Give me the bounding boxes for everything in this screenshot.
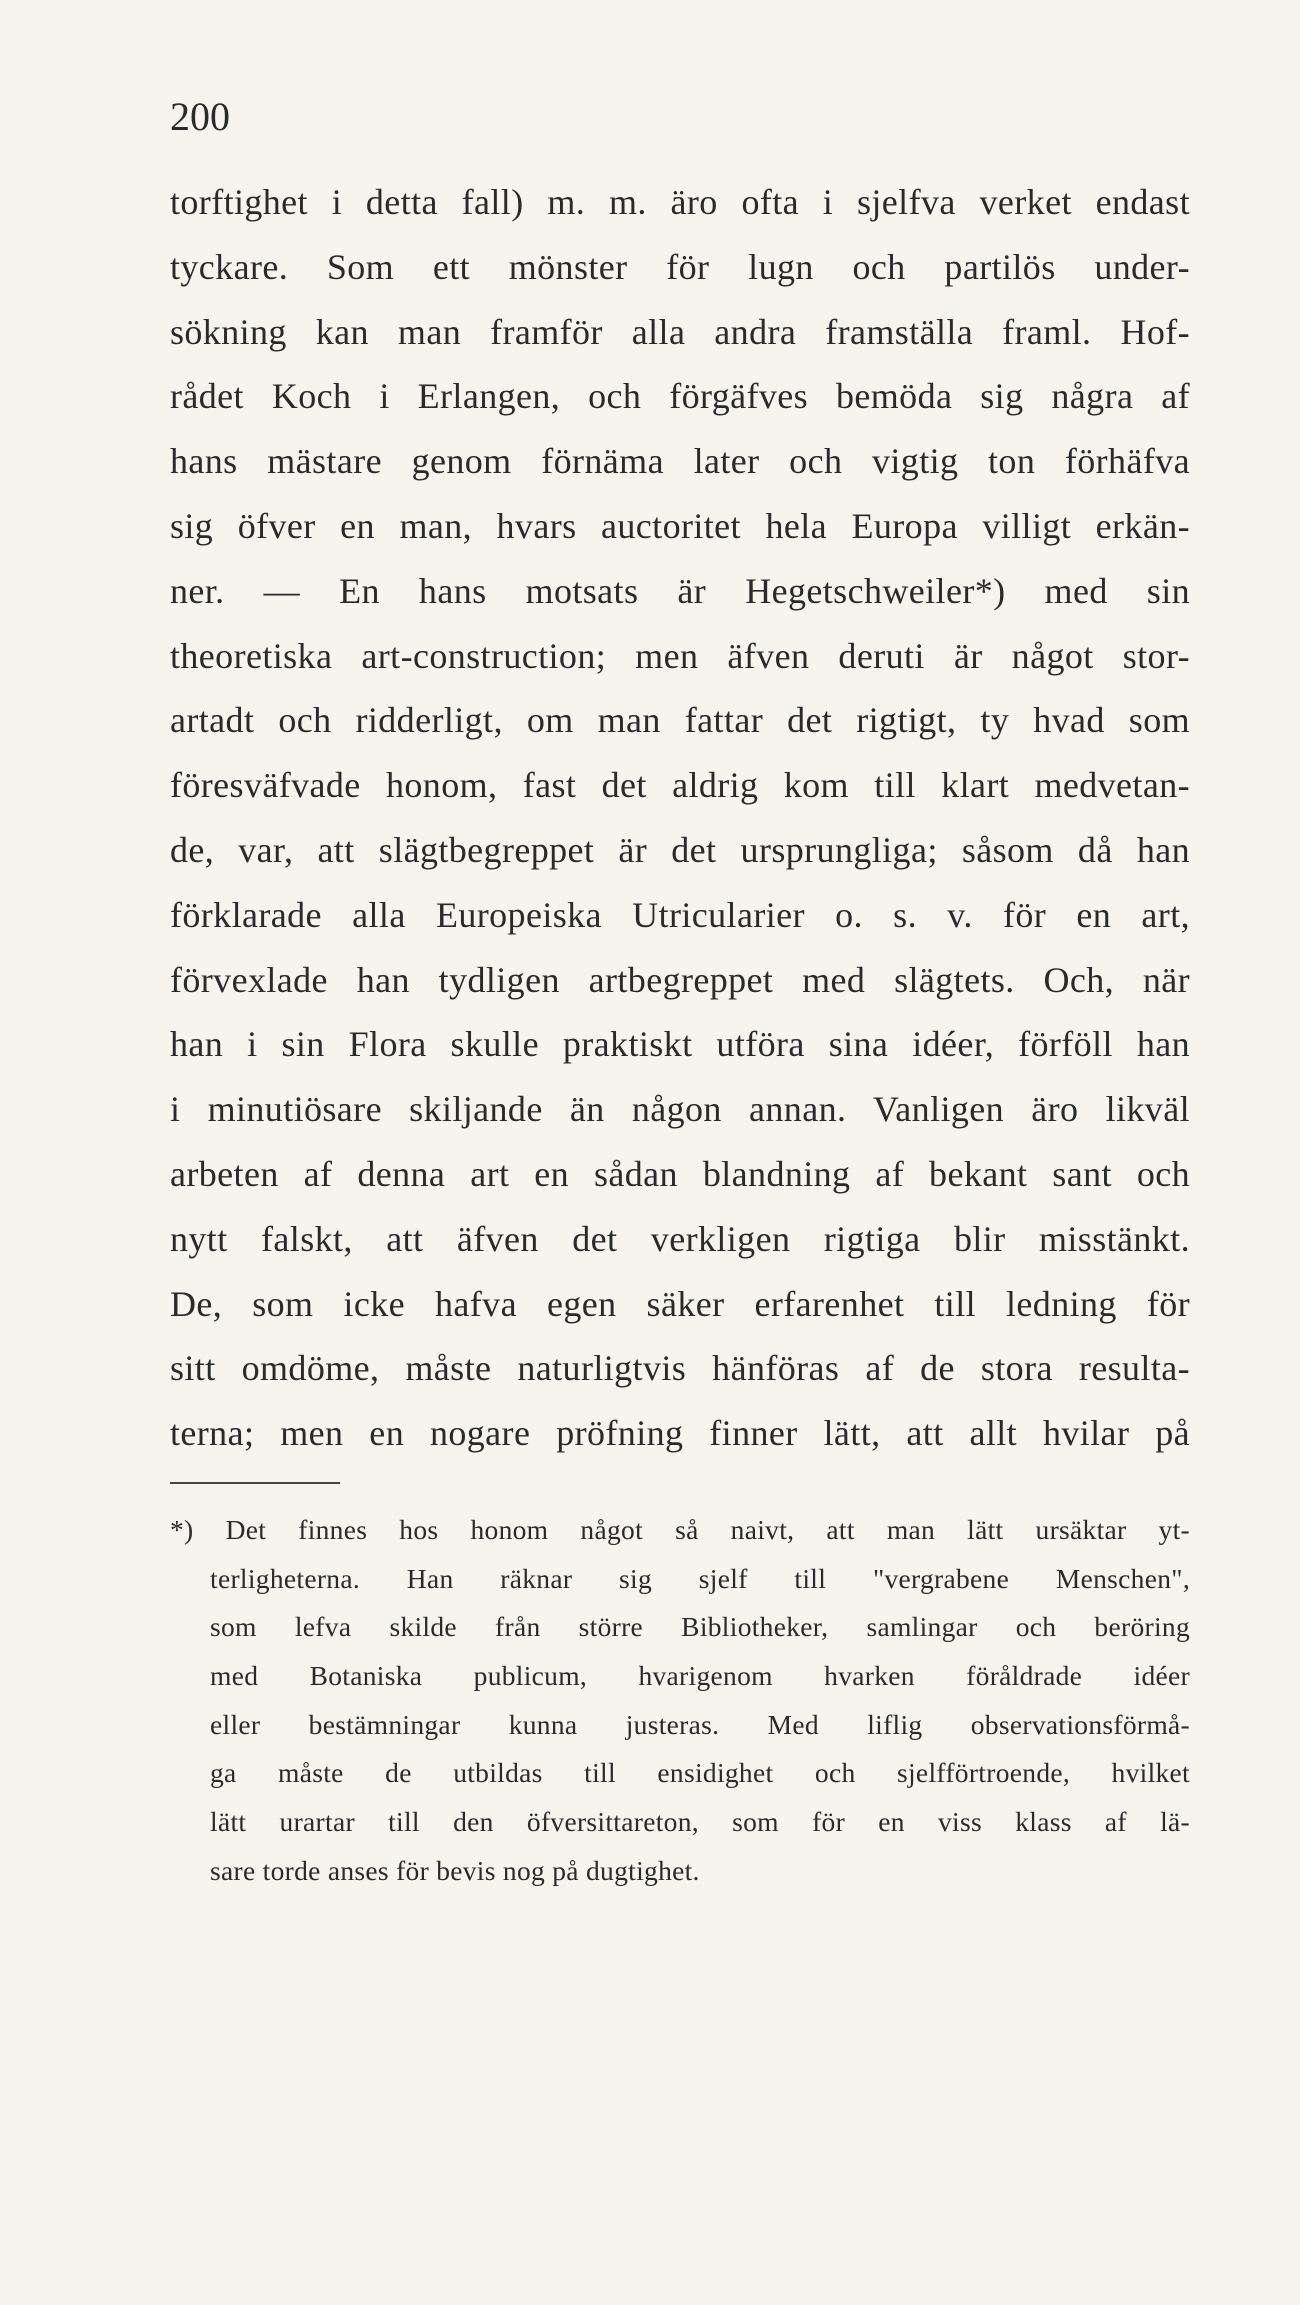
- body-text: [170, 170, 1190, 1466]
- footnote-line: med Botaniska publicum, hvarigenom hvarken föråldrade idéer: [210, 1660, 1190, 1692]
- body-line: rådet Koch i Erlangen, och förgäfves bemöda sig några af: [170, 376, 1190, 417]
- footnote-line: lätt urartar till den öfversittareton, som för en viss klass af lä-: [210, 1806, 1190, 1838]
- body-line: de, var, att slägtbegreppet är det ursprungliga; såsom då han: [170, 829, 1190, 870]
- body-line: terna; men en nogare pröfning finner lätt, att allt hvilar på: [170, 1413, 1190, 1454]
- body-line: sitt omdöme, måste naturligtvis hänföras af de stora resulta-: [170, 1348, 1190, 1389]
- body-line: hans mästare genom förnäma later och vigtig ton förhäfva: [170, 441, 1190, 482]
- body-line: theoretiska art-construction; men äfven deruti är något stor-: [170, 635, 1190, 676]
- footnote-line: *) Det finnes hos honom något så naivt, att man lätt ursäktar yt-: [170, 1514, 1190, 1545]
- body-line: föresväfvade honom, fast det aldrig kom till klart medvetan-: [170, 765, 1190, 806]
- footnote: [170, 1506, 1190, 1896]
- body-line: sökning kan man framför alla andra framställa framl. Hof-: [170, 311, 1190, 352]
- body-line: arbeten af denna art en sådan blandning af bekant sant och: [170, 1153, 1190, 1194]
- footnote-line: som lefva skilde från större Bibliotheker, samlingar och beröring: [210, 1611, 1190, 1643]
- body-line: De, som icke hafva egen säker erfarenhet till ledning för: [170, 1283, 1190, 1324]
- footnote-divider: [170, 1482, 340, 1484]
- body-line: sig öfver en man, hvars auctoritet hela Europa villigt erkän-: [170, 505, 1190, 546]
- body-line: i minutiösare skiljande än någon annan. Vanligen äro likväl: [170, 1089, 1190, 1130]
- page-number: 200: [170, 94, 230, 139]
- body-line: tyckare. Som ett mönster för lugn och partilös under-: [170, 246, 1190, 287]
- footnote-line: eller bestämningar kunna justeras. Med liflig observationsförmå-: [210, 1708, 1190, 1740]
- footnote-line: sare torde anses för bevis nog på dugtighet.: [210, 1854, 700, 1886]
- body-line: ner. — En hans motsats är Hegetschweiler*) med sin: [170, 570, 1190, 611]
- body-line: artadt och ridderligt, om man fattar det rigtigt, ty hvad som: [170, 700, 1190, 741]
- body-line: torftighet i detta fall) m. m. äro ofta i sjelfva verket endast: [170, 182, 1190, 222]
- body-line: förvexlade han tydligen artbegreppet med slägtets. Och, när: [170, 959, 1190, 1000]
- footnote-line: terligheterna. Han räknar sig sjelf till "vergrabene Menschen",: [210, 1562, 1190, 1594]
- body-line: nytt falskt, att äfven det verkligen rigtiga blir misstänkt.: [170, 1218, 1190, 1259]
- footnote-line: ga måste de utbildas till ensidighet och sjelfförtroende, hvilket: [210, 1757, 1190, 1789]
- body-line: förklarade alla Europeiska Utricularier o. s. v. för en art,: [170, 894, 1190, 935]
- body-line: han i sin Flora skulle praktiskt utföra sina idéer, förföll han: [170, 1024, 1190, 1065]
